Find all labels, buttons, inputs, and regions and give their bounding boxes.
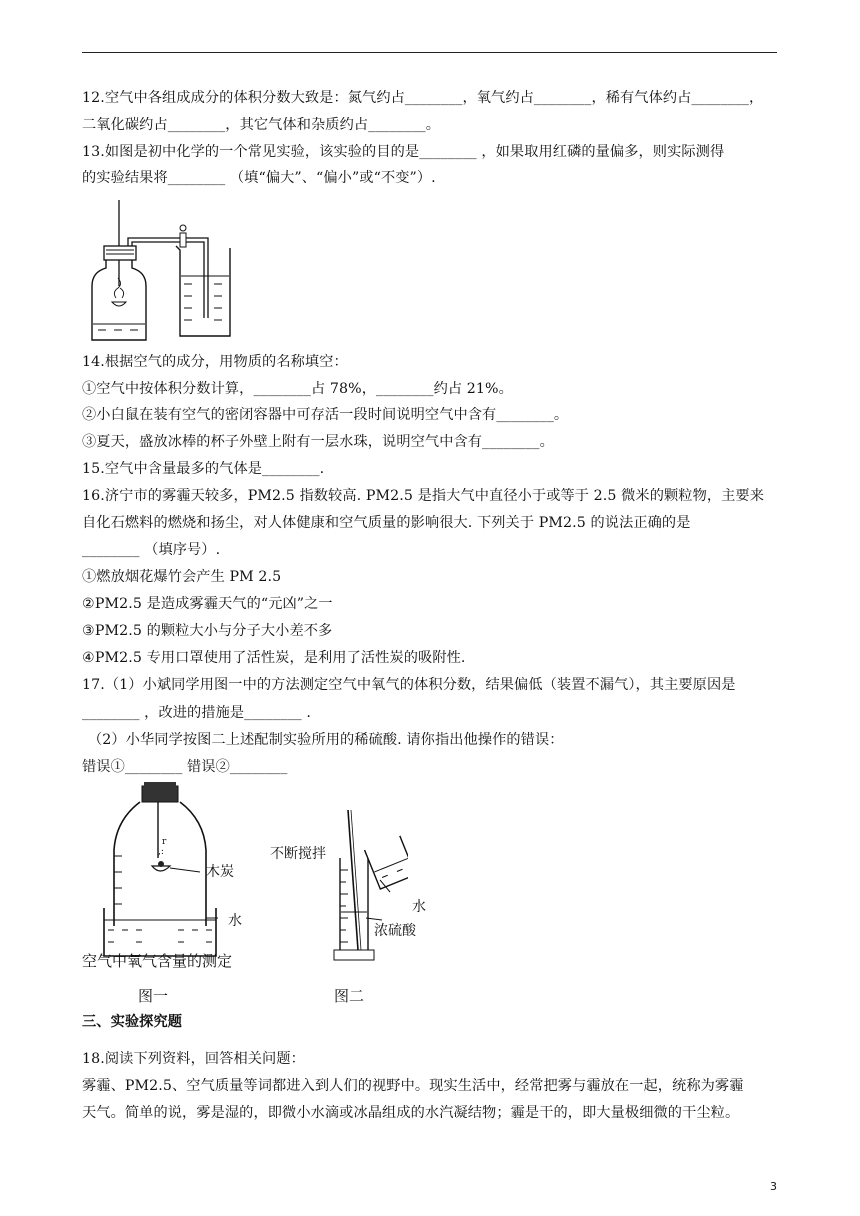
section-heading-experiment: 三、实验探究题: [82, 1014, 183, 1030]
question-16-option-2: ②PM2.5 是造成雾霾天气的“元凶”之一: [82, 596, 333, 612]
question-14-item-1: ①空气中按体积分数计算，________占 78%，________约占 21%。: [82, 381, 513, 397]
question-17-line-4: 错误①________ 错误②________: [82, 759, 288, 775]
label-constant-stirring: 不断搅拌: [270, 846, 326, 862]
label-water-figure-one: 水: [228, 913, 242, 929]
page-number: 3: [770, 1180, 777, 1193]
label-water-figure-two: 水: [412, 899, 426, 915]
figure-one-title: 空气中氧气含量的测定: [82, 952, 233, 970]
question-16-line-2: 自化石燃料的燃烧和扬尘，对人体健康和空气质量的影响很大. 下列关于 PM2.5 的说法正确的是: [82, 515, 691, 531]
question-15: 15.空气中含量最多的气体是________.: [82, 461, 325, 477]
question-12-line-1: 12.空气中各组成成分的体积分数大致是：氮气约占________，氧气约占________，稀有气体约占________，: [82, 90, 764, 106]
question-16-line-1: 16.济宁市的雾霾天较多，PM2.5 指数较高. PM2.5 是指大气中直径小于或等于 2.5 微米的颗粒物，主要来: [82, 488, 765, 504]
question-16-line-3: ________ （填序号）.: [82, 542, 221, 558]
question-17-line-3: （2）小华同学按图二上述配制实验所用的稀硫酸. 请你指出他操作的错误：: [88, 732, 564, 748]
label-concentrated-sulfuric-acid: 浓硫酸: [374, 923, 416, 939]
question-16-option-3: ③PM2.5 的颗粒大小与分子大小差不多: [82, 623, 333, 639]
header-rule: [82, 52, 777, 53]
figure-two-caption: 图二: [334, 987, 365, 1005]
figure-two-acid-dilution: [318, 800, 408, 970]
question-17-line-2: ________ ，改进的措施是________ .: [82, 705, 311, 721]
svg-text:r: r: [162, 837, 167, 847]
figure-one-caption: 图一: [138, 987, 169, 1005]
question-12-line-2: 二氧化碳约占________，其它气体和杂质约占________。: [82, 117, 440, 133]
label-charcoal: 木炭: [206, 864, 234, 880]
question-16-option-1: ①燃放烟花爆竹会产生 PM 2.5: [82, 569, 282, 585]
question-14-item-3: ③夏天，盛放冰棒的杯子外壁上附有一层水珠，说明空气中含有________。: [82, 434, 554, 450]
question-13-line-2: 的实验结果将________ （填“偏大”、“偏小”或“不变”）.: [82, 170, 436, 186]
svg-text:,:: ,:: [158, 847, 164, 857]
question-18-paragraph-line-2: 天气。简单的说，雾是湿的，即微小水滴或冰晶组成的水汽凝结物；霾是干的，即大量极细微的干尘粒。: [82, 1105, 740, 1121]
question-14-item-2: ②小白鼠在装有空气的密闭容器中可存活一段时间说明空气中含有________。: [82, 407, 569, 423]
question-13-line-1: 13.如图是初中化学的一个常见实验，该实验的目的是________ ，如果取用红磷的量偏多，则实际测得: [82, 144, 725, 160]
question-18-paragraph-line-1: 雾霾、PM2.5、空气质量等词都进入到人们的视野中。现实生活中，经常把雾与霾放在一起，统称为雾霾: [82, 1078, 744, 1094]
question-14: 14.根据空气的成分，用物质的名称填空：: [82, 354, 348, 370]
question-18: 18.阅读下列资料，回答相关问题：: [82, 1051, 305, 1067]
question-16-option-4: ④PM2.5 专用口罩使用了活性炭，是利用了活性炭的吸附性.: [82, 650, 466, 666]
phosphorus-experiment-figure: [84, 198, 264, 348]
question-17-line-1: 17.（1）小斌同学用图一中的方法测定空气中氧气的体积分数，结果偏低（装置不漏气），其主要原因是: [82, 677, 736, 693]
